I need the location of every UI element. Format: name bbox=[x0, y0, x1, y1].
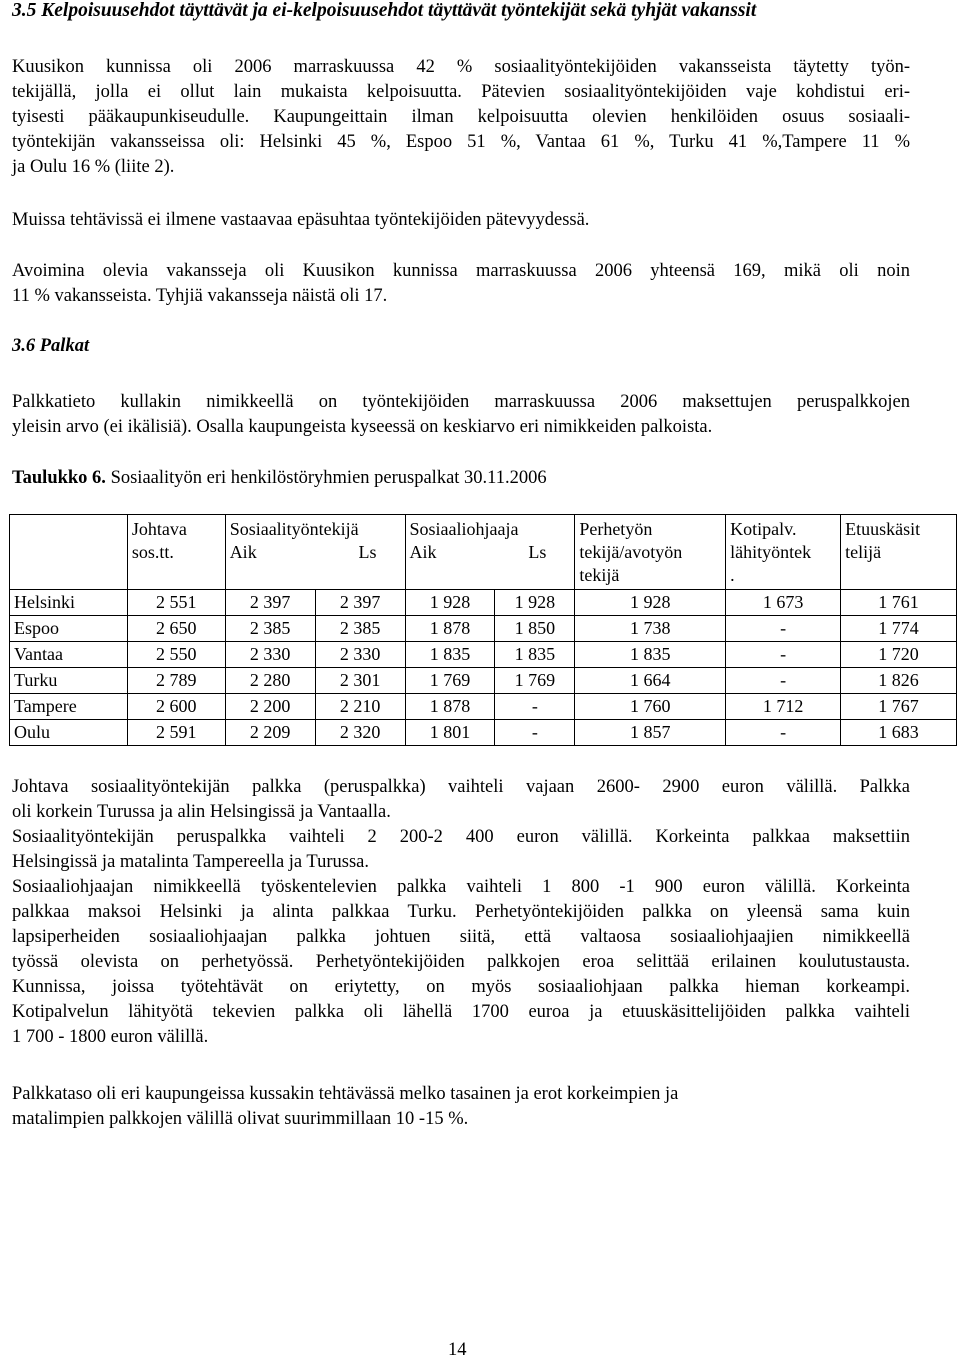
city-cell: Oulu bbox=[10, 720, 128, 746]
value-cell: - bbox=[726, 642, 841, 668]
table-row bbox=[10, 720, 957, 746]
value-cell: 1 928 bbox=[575, 590, 726, 616]
value-cell: 1 683 bbox=[841, 720, 957, 746]
value-cell: 1 769 bbox=[495, 668, 575, 694]
value-cell: 1 928 bbox=[495, 590, 575, 616]
value-cell: 2 397 bbox=[315, 590, 405, 616]
paragraph-qualifications bbox=[12, 55, 910, 180]
text-line: palkkaa maksoi Helsinki ja alinta palkkaa Turku. Perhetyöntekijöiden palkka on yleensä sama kuin bbox=[12, 902, 910, 922]
text-line: Kunnissa, joissa työtehtävät on eriytetty, on myös sosiaaliohjaan palkka hieman korkeampi. bbox=[12, 977, 910, 997]
value-cell: 1 835 bbox=[575, 642, 726, 668]
value-cell: 1 767 bbox=[841, 694, 957, 720]
paragraph-vacancies bbox=[12, 259, 910, 309]
header-sosiaalityontekija: Sosiaalityöntekijä Aik Ls bbox=[225, 515, 405, 590]
text-line: Avoimina olevia vakansseja oli Kuusikon kunnissa marraskuussa 2006 yhteensä 169, mikä oli noin bbox=[12, 261, 910, 281]
text-line: Johtava sosiaalityöntekijän palkka (peruspalkka) vaihteli vajaan 2600- 2900 euron välillä. Palkka bbox=[12, 777, 910, 797]
value-cell: 2 397 bbox=[225, 590, 315, 616]
header-kotipalvelu: Kotipalv. lähityöntek . bbox=[726, 515, 841, 590]
city-cell: Vantaa bbox=[10, 642, 128, 668]
header-johtava: Johtava sos.tt. bbox=[127, 515, 225, 590]
value-cell: 1 720 bbox=[841, 642, 957, 668]
value-cell: 2 209 bbox=[225, 720, 315, 746]
value-cell: 1 835 bbox=[405, 642, 495, 668]
header-sosiaaliohjaaja: Sosiaaliohjaaja Aik Ls bbox=[405, 515, 575, 590]
value-cell: - bbox=[495, 694, 575, 720]
salary-table bbox=[9, 514, 957, 746]
value-cell: 2 551 bbox=[127, 590, 225, 616]
value-cell: - bbox=[495, 720, 575, 746]
value-cell: - bbox=[726, 616, 841, 642]
value-cell: 1 760 bbox=[575, 694, 726, 720]
value-cell: 2 591 bbox=[127, 720, 225, 746]
value-cell: 2 320 bbox=[315, 720, 405, 746]
text-line: työssä olevista on perhetyössä. Perhetyöntekijöiden palkkojen eroa selittää erilainen koulutustausta. bbox=[12, 952, 910, 972]
text-line: lapsiperheiden sosiaaliohjaajan palkka johtuen siitä, että valtaosa sosiaaliohjaajien nimikkeellä bbox=[12, 927, 910, 947]
paragraph-salary-level bbox=[12, 1082, 910, 1132]
value-cell: 1 850 bbox=[495, 616, 575, 642]
text-line: Helsingissä ja matalinta Tampereella ja Turussa. bbox=[12, 852, 369, 872]
value-cell: 1 878 bbox=[405, 616, 495, 642]
text-line: Palkkatieto kullakin nimikkeellä on työntekijöiden marraskuussa 2006 maksettujen peruspalkkojen bbox=[12, 392, 910, 412]
table-header-row bbox=[10, 515, 957, 590]
value-cell: 2 330 bbox=[315, 642, 405, 668]
text-line: 11 % vakansseista. Tyhjiä vakansseja näistä oli 17. bbox=[12, 286, 388, 306]
header-perhetyontekija: Perhetyön tekijä/avotyön tekijä bbox=[575, 515, 726, 590]
city-cell: Espoo bbox=[10, 616, 128, 642]
city-cell: Tampere bbox=[10, 694, 128, 720]
table-caption-text: Sosiaalityön eri henkilöstöryhmien peruspalkat 30.11.2006 bbox=[105, 468, 547, 488]
text-line: Kotipalvelun lähityötä tekevien palkka oli lähellä 1700 euroa ja etuuskäsittelijöiden palkka vaihteli bbox=[12, 1002, 910, 1022]
value-cell: 1 878 bbox=[405, 694, 495, 720]
text-line: tyisesti pääkaupunkiseudulle. Kaupungeittain ilman kelpoisuutta olevien henkilöiden osuus sosiaali- bbox=[12, 107, 910, 127]
value-cell: 2 301 bbox=[315, 668, 405, 694]
value-cell: 2 210 bbox=[315, 694, 405, 720]
value-cell: 2 280 bbox=[225, 668, 315, 694]
value-cell: 1 761 bbox=[841, 590, 957, 616]
text-line: Muissa tehtävissä ei ilmene vastaavaa epäsuhtaa työntekijöiden pätevyydessä. bbox=[12, 210, 590, 230]
value-cell: 1 928 bbox=[405, 590, 495, 616]
value-cell: 2 200 bbox=[225, 694, 315, 720]
text-line: Kuusikon kunnissa oli 2006 marraskuussa 42 % sosiaalityöntekijöiden vakansseista täytetty työn- bbox=[12, 57, 910, 77]
page-number: 14 bbox=[448, 1340, 467, 1360]
value-cell: 1 738 bbox=[575, 616, 726, 642]
value-cell: 2 789 bbox=[127, 668, 225, 694]
value-cell: 1 712 bbox=[726, 694, 841, 720]
value-cell: - bbox=[726, 668, 841, 694]
table-row bbox=[10, 642, 957, 668]
value-cell: 1 664 bbox=[575, 668, 726, 694]
value-cell: 2 385 bbox=[315, 616, 405, 642]
paragraph-salary-analysis bbox=[12, 775, 910, 1050]
text-line: tekijällä, jolla ei ollut lain mukaista kelpoisuutta. Pätevien sosiaalityöntekijöiden vaje kohdistui eri- bbox=[12, 82, 910, 102]
paragraph-salary-info bbox=[12, 390, 910, 440]
value-cell: 1 769 bbox=[405, 668, 495, 694]
table-row bbox=[10, 616, 957, 642]
value-cell: 1 801 bbox=[405, 720, 495, 746]
table-row bbox=[10, 668, 957, 694]
table-row bbox=[10, 694, 957, 720]
paragraph-other-tasks bbox=[12, 208, 910, 233]
text-line: oli korkein Turussa ja alin Helsingissä ja Vantaalla. bbox=[12, 802, 391, 822]
text-line: Palkkataso oli eri kaupungeissa kussakin tehtävässä melko tasainen ja erot korkeimpien ja bbox=[12, 1084, 679, 1104]
text-line: ja Oulu 16 % (liite 2). bbox=[12, 157, 175, 177]
table-caption-label: Taulukko 6. bbox=[12, 468, 106, 488]
section-heading: 3.5 Kelpoisuusehdot täyttävät ja ei-kelpoisuusehdot täyttävät työntekijät sekä tyhjät vakanssit bbox=[12, 0, 757, 21]
text-line: Sosiaalityöntekijän peruspalkka vaihteli 2 200-2 400 euron välillä. Korkeinta palkkaa maksettiin bbox=[12, 827, 910, 847]
subsection-heading: 3.6 Palkat bbox=[12, 336, 90, 356]
text-line: yleisin arvo (ei ikälisiä). Osalla kaupungeista kyseessä on keskiarvo eri nimikkeiden palkoista. bbox=[12, 417, 713, 437]
city-cell: Turku bbox=[10, 668, 128, 694]
header-city bbox=[10, 515, 128, 590]
value-cell: 2 385 bbox=[225, 616, 315, 642]
city-cell: Helsinki bbox=[10, 590, 128, 616]
value-cell: 2 650 bbox=[127, 616, 225, 642]
value-cell: - bbox=[726, 720, 841, 746]
value-cell: 1 826 bbox=[841, 668, 957, 694]
text-line: työntekijän vakansseissa oli: Helsinki 45 %, Espoo 51 %, Vantaa 61 %, Turku 41 %,Tampere 11 % bbox=[12, 132, 910, 152]
value-cell: 1 835 bbox=[495, 642, 575, 668]
value-cell: 2 550 bbox=[127, 642, 225, 668]
text-line: 1 700 - 1800 euron välillä. bbox=[12, 1027, 209, 1047]
value-cell: 2 600 bbox=[127, 694, 225, 720]
table-caption bbox=[12, 466, 547, 490]
value-cell: 1 673 bbox=[726, 590, 841, 616]
text-line: matalimpien palkkojen välillä olivat suurimmillaan 10 -15 %. bbox=[12, 1109, 469, 1129]
value-cell: 1 857 bbox=[575, 720, 726, 746]
table-row bbox=[10, 590, 957, 616]
text-line: Sosiaaliohjaajan nimikkeellä työskentelevien palkka vaihteli 1 800 -1 900 euron välillä. Korkeinta bbox=[12, 877, 910, 897]
value-cell: 1 774 bbox=[841, 616, 957, 642]
header-etuuskasittelija: Etuuskäsit telijä bbox=[841, 515, 957, 590]
value-cell: 2 330 bbox=[225, 642, 315, 668]
